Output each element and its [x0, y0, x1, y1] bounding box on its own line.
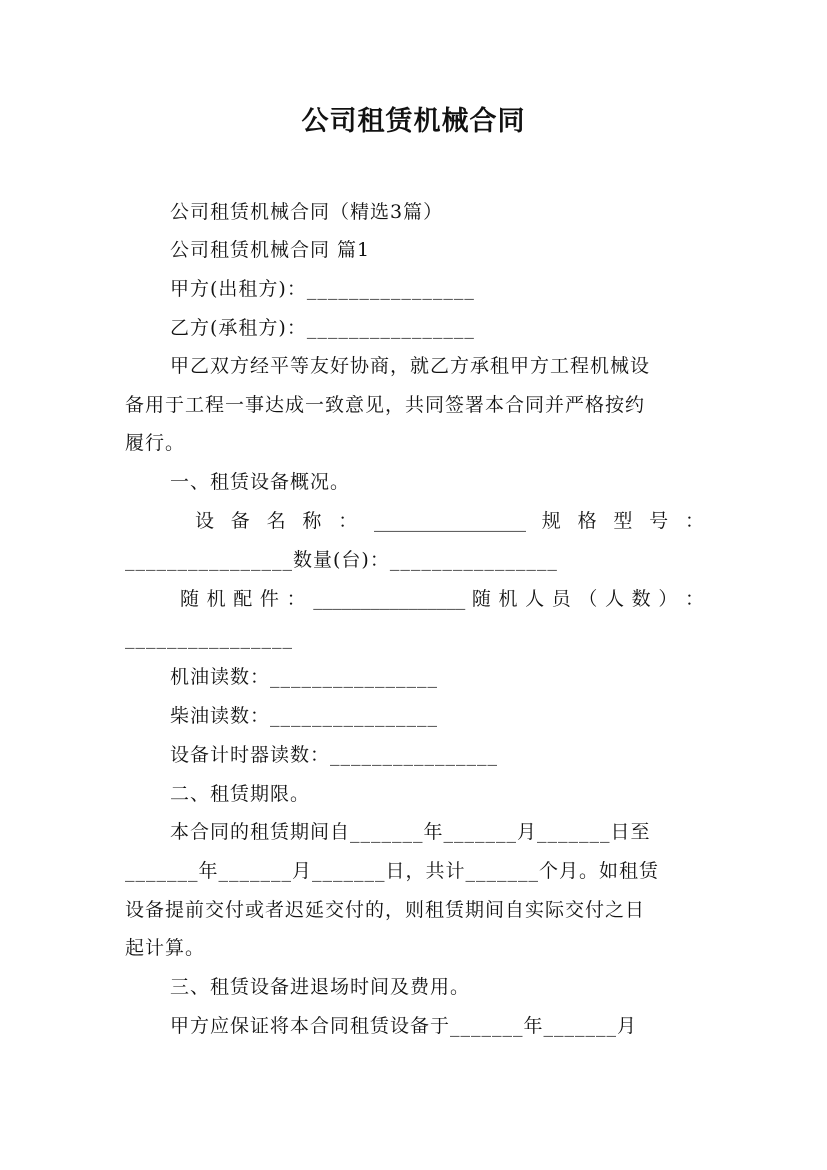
party-a-line: 甲方(出租方)：________________: [170, 278, 475, 300]
paragraph-line: 设备提前交付或者迟延交付的，则租赁期间自实际交付之日: [125, 899, 646, 921]
text-char: 员: [551, 588, 572, 610]
text-char: ：: [286, 588, 307, 610]
text-char: 人: [525, 588, 546, 610]
engine-oil-reading-line: 机油读数：________________: [170, 666, 439, 688]
text-char: ：: [684, 510, 705, 532]
paragraph-line: _______年_______月_______日，共计_______个月。如租赁: [125, 860, 660, 882]
document-title: 公司租赁机械合同: [301, 106, 526, 137]
text-char: 规: [541, 510, 562, 532]
text-char: 机: [498, 588, 519, 610]
section-heading: 三、租赁设备进退场时间及费用。: [170, 976, 471, 998]
text-char: 名: [266, 510, 287, 532]
section-heading: 公司租赁机械合同 篇1: [170, 239, 371, 261]
text-char: 号: [649, 510, 670, 532]
text-char: 型: [613, 510, 634, 532]
blank-line: ________________: [125, 627, 293, 649]
text-char: 机: [206, 588, 227, 610]
text-char: 格: [577, 510, 598, 532]
text-char: 随: [180, 588, 201, 610]
text-char: 配: [233, 588, 254, 610]
text-char: ：: [338, 510, 359, 532]
paragraph-line: 备用于工程一事达成一致意见，共同签署本合同并严格按约: [125, 394, 646, 416]
accessories-personnel-line: [180, 586, 705, 612]
text-char: ）: [658, 588, 679, 610]
paragraph-line: 本合同的租赁期间自_______年_______月_______日至: [170, 821, 651, 843]
text-char: 人: [605, 588, 626, 610]
text-char: 数: [631, 588, 652, 610]
text-char: 设: [195, 510, 216, 532]
section-heading: 二、租赁期限。: [170, 783, 311, 805]
paragraph-line: 履行。: [125, 432, 186, 454]
section-heading: 一、租赁设备概况。: [170, 471, 351, 493]
text-char: 备: [230, 510, 251, 532]
blank-field: ________________: [313, 588, 466, 610]
paragraph-line: 甲乙双方经平等友好协商，就乙方承租甲方工程机械设: [170, 355, 651, 377]
timer-reading-line: 设备计时器读数：________________: [170, 744, 499, 766]
subtitle-line: 公司租赁机械合同（精选3篇）: [170, 201, 444, 223]
text-char: 随: [471, 588, 492, 610]
text-char: 件: [259, 588, 280, 610]
party-b-line: 乙方(承租方)：________________: [170, 317, 475, 339]
paragraph-line: 起计算。: [125, 937, 206, 959]
diesel-reading-line: 柴油读数：________________: [170, 705, 439, 727]
equipment-name-spec-line: [195, 508, 705, 534]
paragraph-line: 甲方应保证将本合同租赁设备于_______年_______月: [170, 1015, 638, 1037]
quantity-line: ________________数量(台)：________________: [125, 549, 558, 571]
text-char: （: [578, 588, 599, 610]
text-char: 称: [302, 510, 323, 532]
text-char: ：: [684, 588, 705, 610]
blank-field: ________________: [373, 510, 526, 532]
